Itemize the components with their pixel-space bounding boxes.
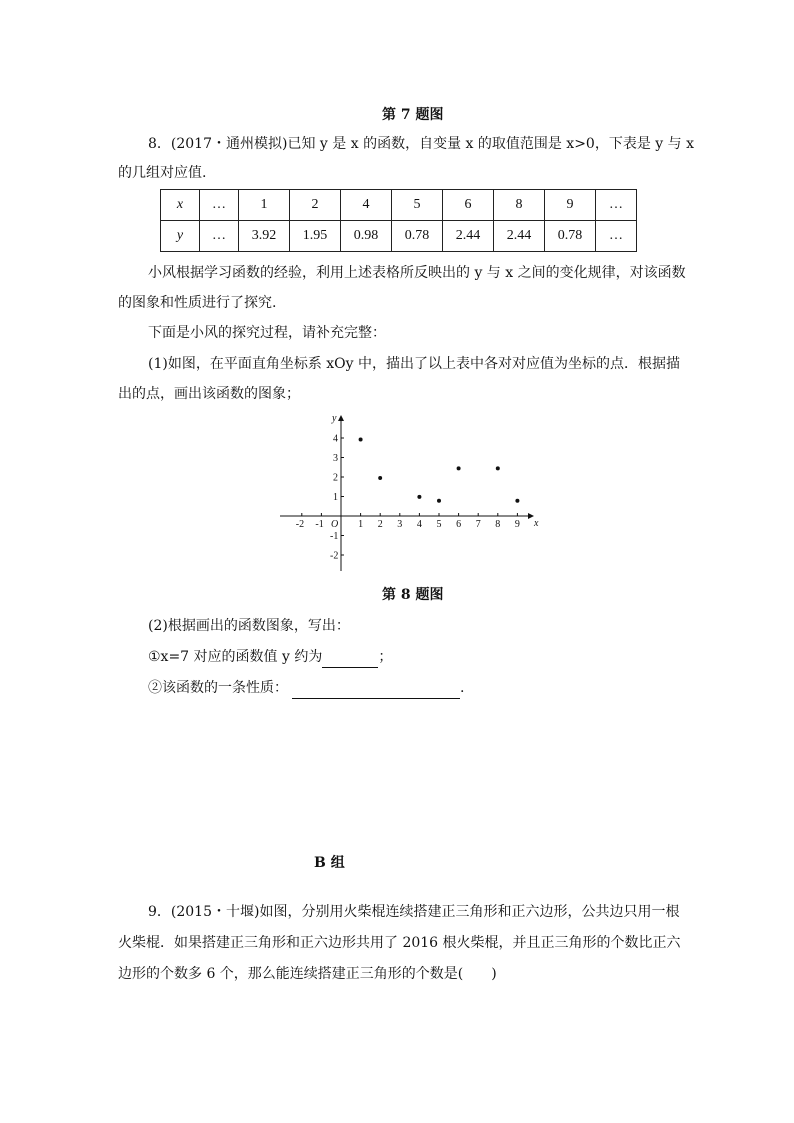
x-tick-label: 6	[456, 519, 462, 530]
x-tick-label: 5	[436, 519, 442, 530]
y-tick-label: 2	[333, 472, 338, 484]
q8-part-1-line-1: (1)如图，在平面直角坐标系 xOy 中，描出了以上表中各对对应值为坐标的点．根据描	[148, 356, 681, 372]
sub-question-1-end: ；	[378, 649, 393, 665]
data-point	[417, 495, 421, 499]
q8-sub-question-2	[148, 678, 464, 699]
table-cell: 6	[443, 190, 494, 221]
q8-part-1-line-2: 出的点，画出该函数的图象；	[118, 386, 300, 402]
table-row-x	[161, 190, 637, 221]
data-points	[359, 438, 520, 503]
y-tick-label: 4	[333, 433, 338, 445]
q8-paragraph-1-line-1: 小风根据学习函数的经验，利用上述表格所反映出的 y 与 x 之间的变化规律，对该函数	[148, 265, 686, 281]
q8-paragraph-1-line-2: 的图象和性质进行了探究.	[118, 295, 277, 311]
y-tick-label: 3	[333, 453, 338, 464]
table-cell: 1.95	[290, 221, 341, 252]
x-tick-label: 4	[416, 519, 422, 530]
x-tick-label: 7	[475, 519, 481, 530]
x-tick-label: 3	[397, 519, 403, 530]
x-tick-label: 8	[495, 519, 501, 530]
data-point	[496, 466, 500, 470]
table-cell: …	[596, 221, 637, 252]
q8-line-2: 的几组对应值.	[118, 165, 207, 181]
q9-line-2: 火柴棍．如果搭建正三角形和正六边形共用了 2016 根火柴棍，并且正三角形的个数比正六	[118, 935, 681, 951]
answer-blank-1[interactable]	[322, 647, 378, 668]
figure-7-caption: 第 7 题图	[382, 107, 444, 123]
y-axis-label: y	[332, 413, 337, 424]
table-cell: 3.92	[239, 221, 290, 252]
x-tick-label: -2	[295, 519, 305, 530]
q8-part-2: (2)根据画出的函数图象，写出：	[148, 618, 350, 634]
table-cell: 5	[392, 190, 443, 221]
q8-line-1: 8．(2017・通州模拟)已知 y 是 x 的函数，自变量 x 的取值范围是 x>0，下表是 y 与 x	[148, 136, 694, 152]
table-cell: x	[161, 190, 200, 221]
table-cell: 1	[239, 190, 290, 221]
origin-label: O	[331, 519, 339, 530]
table-cell: y	[161, 221, 200, 252]
data-point	[515, 499, 519, 503]
table-cell: 9	[545, 190, 596, 221]
data-point	[359, 438, 363, 442]
coordinate-graph	[270, 408, 545, 578]
data-point	[457, 466, 461, 470]
table-cell: 8	[494, 190, 545, 221]
sub-question-1-text: ①x=7 对应的函数值 y 约为	[148, 649, 323, 665]
x-tick-label: 1	[358, 519, 364, 530]
table-cell: 0.98	[341, 221, 392, 252]
table-cell: …	[596, 190, 637, 221]
y-tick-label: -2	[330, 550, 339, 562]
q8-sub-question-1	[148, 647, 392, 668]
y-tick-label: 1	[333, 492, 338, 503]
q8-paragraph-2: 下面是小风的探究过程，请补充完整：	[148, 325, 386, 341]
table-cell: 0.78	[392, 221, 443, 252]
data-point	[437, 499, 441, 503]
x-tick-label: 2	[377, 519, 383, 530]
table-cell: …	[200, 190, 239, 221]
table-cell: 4	[341, 190, 392, 221]
section-b-heading: B 组	[314, 855, 345, 871]
value-table	[160, 189, 637, 252]
table-row-y	[161, 221, 637, 252]
figure-8-caption: 第 8 题图	[382, 587, 444, 603]
table-cell: 0.78	[545, 221, 596, 252]
q9-line-3: 边形的个数多 6 个，那么能连续搭建正三角形的个数是( )	[118, 966, 497, 982]
x-tick-label: 9	[514, 519, 520, 530]
x-axis-label: x	[534, 518, 539, 529]
y-tick-marks	[330, 434, 344, 562]
sub-question-2-text: ②该函数的一条性质：	[148, 680, 288, 696]
table-cell: 2.44	[494, 221, 545, 252]
table-cell: …	[200, 221, 239, 252]
data-point	[378, 476, 382, 480]
q9-line-1: 9．(2015・十堰)如图，分别用火柴棍连续搭建正三角形和正六边形，公共边只用一根	[148, 904, 680, 920]
answer-blank-2[interactable]	[292, 678, 460, 699]
y-tick-label: -1	[330, 531, 339, 542]
table-cell: 2.44	[443, 221, 494, 252]
sub-question-2-end: .	[460, 680, 465, 696]
table-cell: 2	[290, 190, 341, 221]
x-tick-label: -1	[315, 519, 324, 530]
